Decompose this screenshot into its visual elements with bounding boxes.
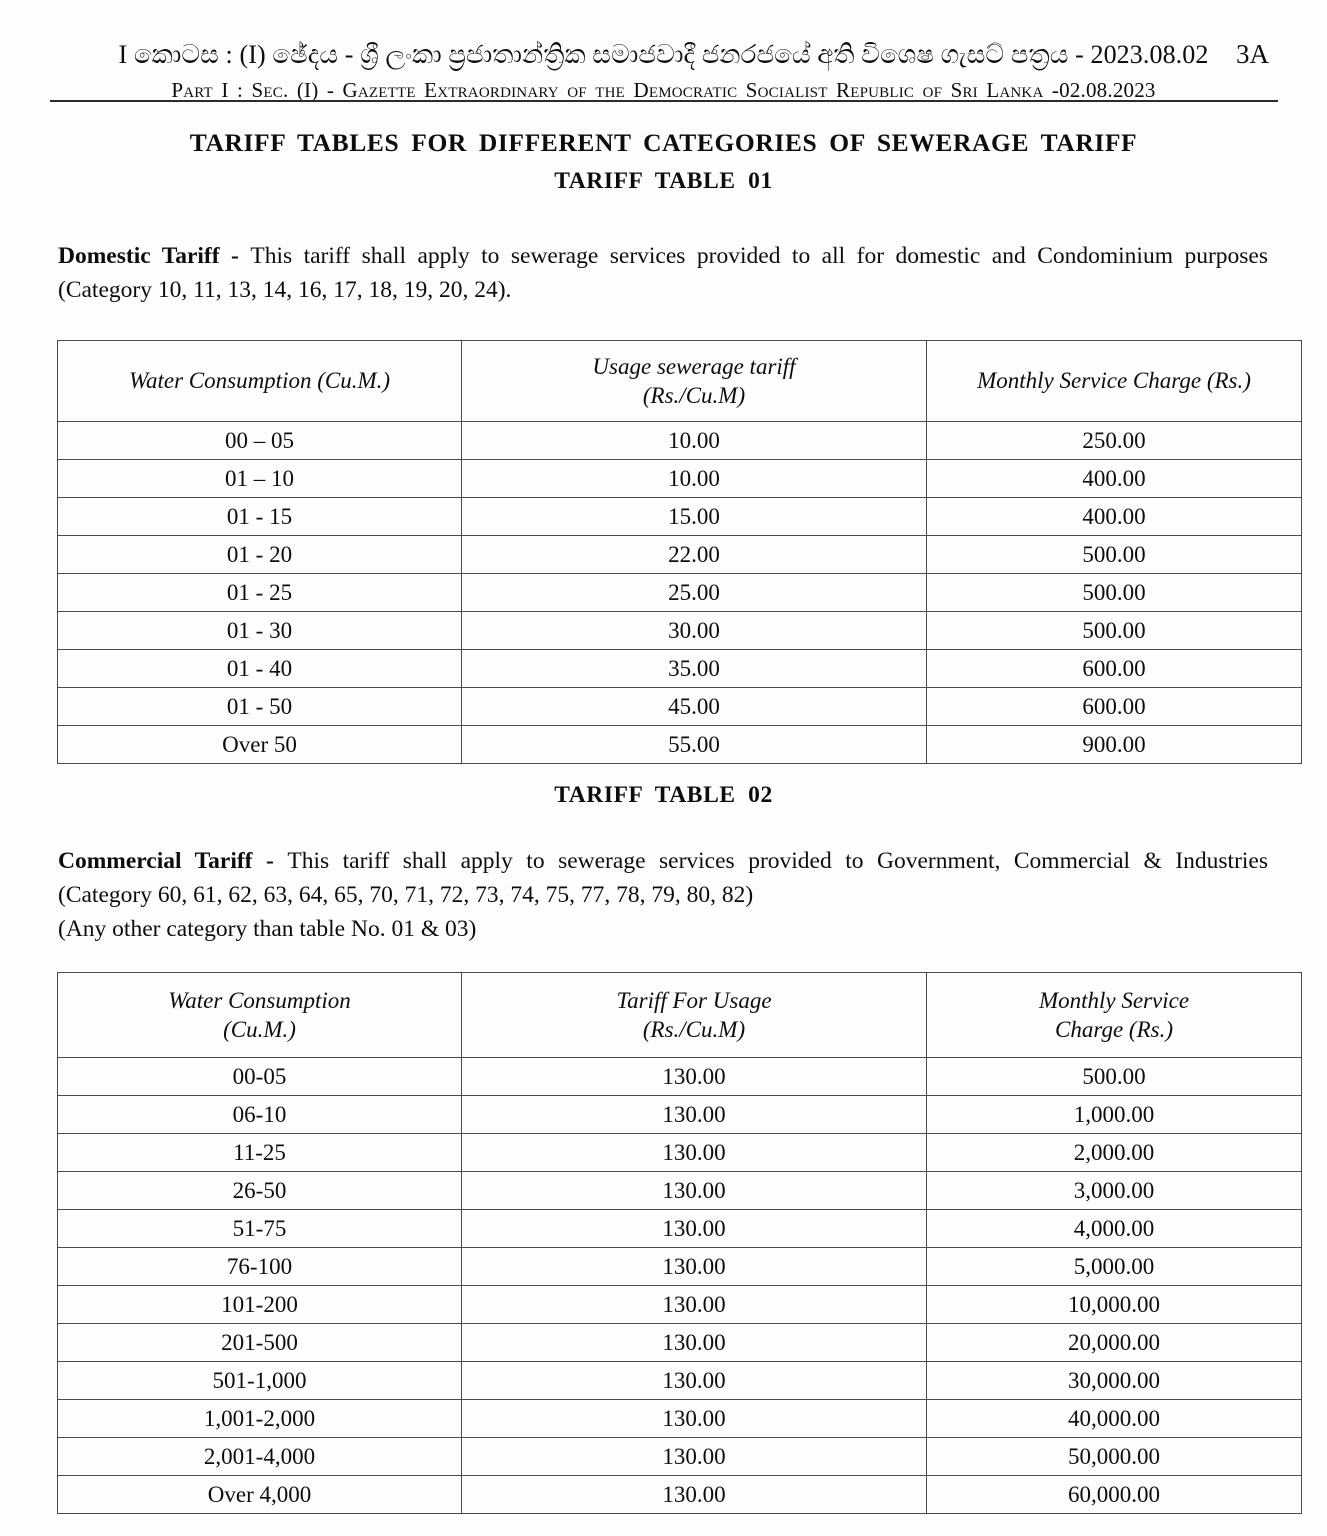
- cell-tariff: 130.00: [462, 1172, 927, 1210]
- cell-charge: 1,000.00: [927, 1096, 1302, 1134]
- cell-charge: 500.00: [927, 612, 1302, 650]
- cell-consumption: 26-50: [58, 1172, 462, 1210]
- column-header-tariff-for-usage: Tariff For Usage (Rs./Cu.M): [462, 973, 927, 1058]
- page-number: 3A: [1236, 39, 1269, 69]
- masthead-divider: [50, 100, 1278, 102]
- cell-charge: 500.00: [927, 1058, 1302, 1096]
- cell-tariff: 25.00: [462, 574, 927, 612]
- cell-consumption: 01 - 20: [58, 536, 462, 574]
- cell-tariff: 130.00: [462, 1134, 927, 1172]
- table-row: [58, 726, 1302, 764]
- cell-charge: 400.00: [927, 498, 1302, 536]
- cell-consumption: Over 4,000: [58, 1476, 462, 1514]
- cell-tariff: 130.00: [462, 1096, 927, 1134]
- table-row: [58, 1210, 1302, 1248]
- cell-charge: 30,000.00: [927, 1362, 1302, 1400]
- cell-charge: 50,000.00: [927, 1438, 1302, 1476]
- table-row: [58, 650, 1302, 688]
- cell-charge: 3,000.00: [927, 1172, 1302, 1210]
- commercial-tariff-text: This tariff shall apply to sewerage services provided to Government, Commercial & Industries: [287, 848, 1268, 874]
- column-header-monthly-service-charge: Monthly Service Charge (Rs.): [927, 341, 1302, 422]
- cell-consumption: 501-1,000: [58, 1362, 462, 1400]
- cell-consumption: 01 - 25: [58, 574, 462, 612]
- cell-consumption: 51-75: [58, 1210, 462, 1248]
- column-header-usage-tariff: Usage sewerage tariff (Rs./Cu.M): [462, 341, 927, 422]
- cell-tariff: 30.00: [462, 612, 927, 650]
- cell-charge: 600.00: [927, 688, 1302, 726]
- column-header-water-consumption: Water Consumption (Cu.M.): [58, 341, 462, 422]
- table-row: [58, 574, 1302, 612]
- cell-consumption: 101-200: [58, 1286, 462, 1324]
- cell-charge: 10,000.00: [927, 1286, 1302, 1324]
- cell-tariff: 130.00: [462, 1248, 927, 1286]
- cell-consumption: 11-25: [58, 1134, 462, 1172]
- cell-consumption: 01 - 30: [58, 612, 462, 650]
- cell-consumption: 2,001-4,000: [58, 1438, 462, 1476]
- cell-tariff: 22.00: [462, 536, 927, 574]
- cell-tariff: 10.00: [462, 460, 927, 498]
- cell-charge: 500.00: [927, 574, 1302, 612]
- table-row: [58, 1134, 1302, 1172]
- cell-tariff: 130.00: [462, 1210, 927, 1248]
- table-row: [58, 1248, 1302, 1286]
- cell-consumption: 01 - 15: [58, 498, 462, 536]
- cell-consumption: 201-500: [58, 1324, 462, 1362]
- table-row: [58, 1324, 1302, 1362]
- cell-charge: 250.00: [927, 422, 1302, 460]
- cell-charge: 5,000.00: [927, 1248, 1302, 1286]
- cell-consumption: 01 - 40: [58, 650, 462, 688]
- cell-charge: 900.00: [927, 726, 1302, 764]
- table-row: [58, 612, 1302, 650]
- table-row: [58, 1362, 1302, 1400]
- table-row: [58, 422, 1302, 460]
- cell-consumption: 1,001-2,000: [58, 1400, 462, 1438]
- cell-charge: 20,000.00: [927, 1324, 1302, 1362]
- table-row: [58, 1438, 1302, 1476]
- table-row: [58, 1172, 1302, 1210]
- domestic-tariff-text: This tariff shall apply to sewerage services provided to all for domestic and Condominium purposes: [250, 243, 1269, 269]
- tariff-table-02: [57, 972, 1302, 1514]
- cell-tariff: 130.00: [462, 1400, 927, 1438]
- cell-tariff: 55.00: [462, 726, 927, 764]
- cell-consumption: 76-100: [58, 1248, 462, 1286]
- cell-consumption: 06-10: [58, 1096, 462, 1134]
- tariff-table-01: [57, 340, 1302, 764]
- cell-tariff: 10.00: [462, 422, 927, 460]
- cell-tariff: 130.00: [462, 1324, 927, 1362]
- cell-charge: 600.00: [927, 650, 1302, 688]
- domestic-tariff-lead: Domestic Tariff -: [58, 243, 251, 269]
- cell-charge: 2,000.00: [927, 1134, 1302, 1172]
- cell-tariff: 130.00: [462, 1362, 927, 1400]
- cell-charge: 40,000.00: [927, 1400, 1302, 1438]
- commercial-tariff-categories: (Category 60, 61, 62, 63, 64, 65, 70, 71, 72, 73, 74, 75, 77, 78, 79, 80, 82): [58, 881, 754, 908]
- table-row: [58, 498, 1302, 536]
- table-header-row: [58, 341, 1302, 422]
- cell-tariff: 15.00: [462, 498, 927, 536]
- cell-tariff: 130.00: [462, 1286, 927, 1324]
- commercial-tariff-lead: Commercial Tariff -: [58, 848, 288, 874]
- table-row: [58, 1476, 1302, 1514]
- masthead-english-line: Part I : Sec. (I) - Gazette Extraordinary of the Democratic Socialist Republic of Sri Lanka -02.08.2023: [171, 77, 1156, 102]
- masthead-sinhala-line: I කොටස : (I) ඡේදය - ශ්‍රී ලංකා ප්‍රජාතාන්ත්‍රික සමාජවාදී ජනරජයේ අති විශෙෂ ගැසට් පත්‍රය - 2023.08.02: [118, 40, 1209, 69]
- table-row: [58, 1058, 1302, 1096]
- cell-tariff: 130.00: [462, 1438, 927, 1476]
- column-header-monthly-service-charge: Monthly Service Charge (Rs.): [927, 973, 1302, 1058]
- cell-charge: 500.00: [927, 536, 1302, 574]
- table-row: [58, 536, 1302, 574]
- commercial-tariff-note: (Any other category than table No. 01 & 03): [58, 915, 477, 942]
- cell-consumption: 00 – 05: [58, 422, 462, 460]
- cell-consumption: 00-05: [58, 1058, 462, 1096]
- table-row: [58, 688, 1302, 726]
- table-row: [58, 1286, 1302, 1324]
- cell-consumption: Over 50: [58, 726, 462, 764]
- domestic-tariff-categories: (Category 10, 11, 13, 14, 16, 17, 18, 19, 20, 24).: [58, 276, 512, 303]
- cell-tariff: 35.00: [462, 650, 927, 688]
- cell-charge: 4,000.00: [927, 1210, 1302, 1248]
- cell-charge: 400.00: [927, 460, 1302, 498]
- table-row: [58, 1400, 1302, 1438]
- column-header-water-consumption: Water Consumption (Cu.M.): [58, 973, 462, 1058]
- domestic-tariff-description: [58, 240, 1268, 308]
- tariff-table-02-label: TARIFF TABLE 02: [554, 782, 773, 808]
- page-title: TARIFF TABLES FOR DIFFERENT CATEGORIES OF SEWERAGE TARIFF: [189, 128, 1138, 157]
- cell-tariff: 130.00: [462, 1476, 927, 1514]
- tariff-table-01-label: TARIFF TABLE 01: [554, 168, 773, 194]
- table-row: [58, 460, 1302, 498]
- cell-charge: 60,000.00: [927, 1476, 1302, 1514]
- cell-tariff: 45.00: [462, 688, 927, 726]
- cell-consumption: 01 – 10: [58, 460, 462, 498]
- cell-tariff: 130.00: [462, 1058, 927, 1096]
- table-row: [58, 1096, 1302, 1134]
- table-header-row: [58, 973, 1302, 1058]
- cell-consumption: 01 - 50: [58, 688, 462, 726]
- commercial-tariff-description: [58, 845, 1268, 946]
- masthead: [0, 0, 1327, 102]
